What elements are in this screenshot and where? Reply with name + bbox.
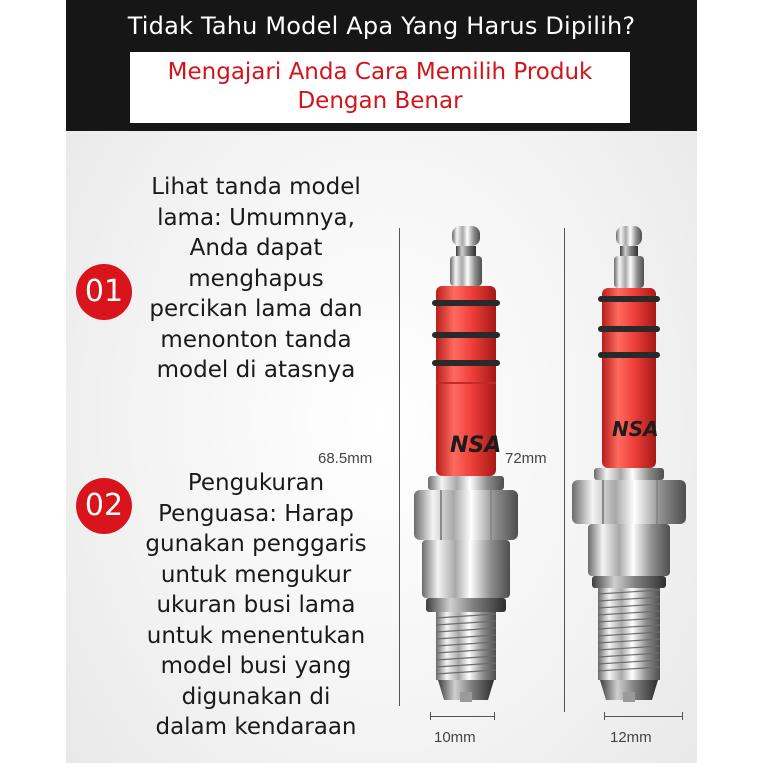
step-02-line: digunakan di (181, 683, 331, 710)
width-tick (430, 712, 431, 720)
length-line-1 (399, 228, 400, 706)
step-02-line: Penguasa: Harap (158, 500, 354, 527)
width-label-2: 12mm (610, 729, 652, 746)
step-01-line: menghapus (188, 265, 324, 292)
spark-plug-1 (402, 222, 532, 710)
plug-brand-1: NSA (450, 433, 502, 458)
subtitle-box (130, 52, 630, 123)
width-tick (604, 712, 605, 720)
step-01-line: menonton tanda (160, 326, 352, 353)
plug-brand-2: NSA (612, 417, 659, 441)
step-02-line: untuk mengukur (160, 561, 352, 588)
subtitle (130, 58, 630, 116)
width-line-2 (604, 716, 682, 717)
step-02-line: model busi yang (160, 653, 352, 679)
step-01-line: model di atasnya (156, 357, 356, 383)
step-02-line: untuk menentukan (146, 622, 366, 649)
step-text-01 (138, 172, 374, 386)
step-02-line: gunakan penggaris (145, 531, 367, 557)
step-02-line: dalam kendaraan (155, 714, 357, 740)
subtitle-line-2: Dengan Benar (297, 88, 463, 114)
step-badge-01: 01 (76, 264, 132, 320)
spark-plug-2 (566, 222, 696, 710)
length-label-1: 68.5mm (318, 450, 373, 467)
step-02-line: ukuran busi lama (156, 592, 356, 618)
step-text-02 (138, 468, 374, 743)
step-01-line: Anda dapat (189, 235, 323, 261)
step-01-line: lama: Umumnya, (157, 204, 355, 231)
header-title: Tidak Tahu Model Apa Yang Harus Dipilih? (127, 12, 636, 40)
width-label-1: 10mm (434, 729, 476, 746)
length-label-2: 72mm (505, 450, 547, 467)
step-01-line: percikan lama dan (149, 296, 363, 322)
width-tick (494, 712, 495, 720)
product-canvas (66, 0, 697, 763)
width-tick (682, 712, 683, 720)
step-02-line: Pengukuran (187, 470, 325, 496)
step-01-line: Lihat tanda model (151, 174, 361, 200)
step-badge-02: 02 (76, 478, 132, 534)
header-bar (66, 0, 697, 131)
width-line-1 (430, 716, 494, 717)
subtitle-line-1: Mengajari Anda Cara Memilih Produk (167, 59, 593, 85)
length-line-2 (564, 228, 565, 712)
